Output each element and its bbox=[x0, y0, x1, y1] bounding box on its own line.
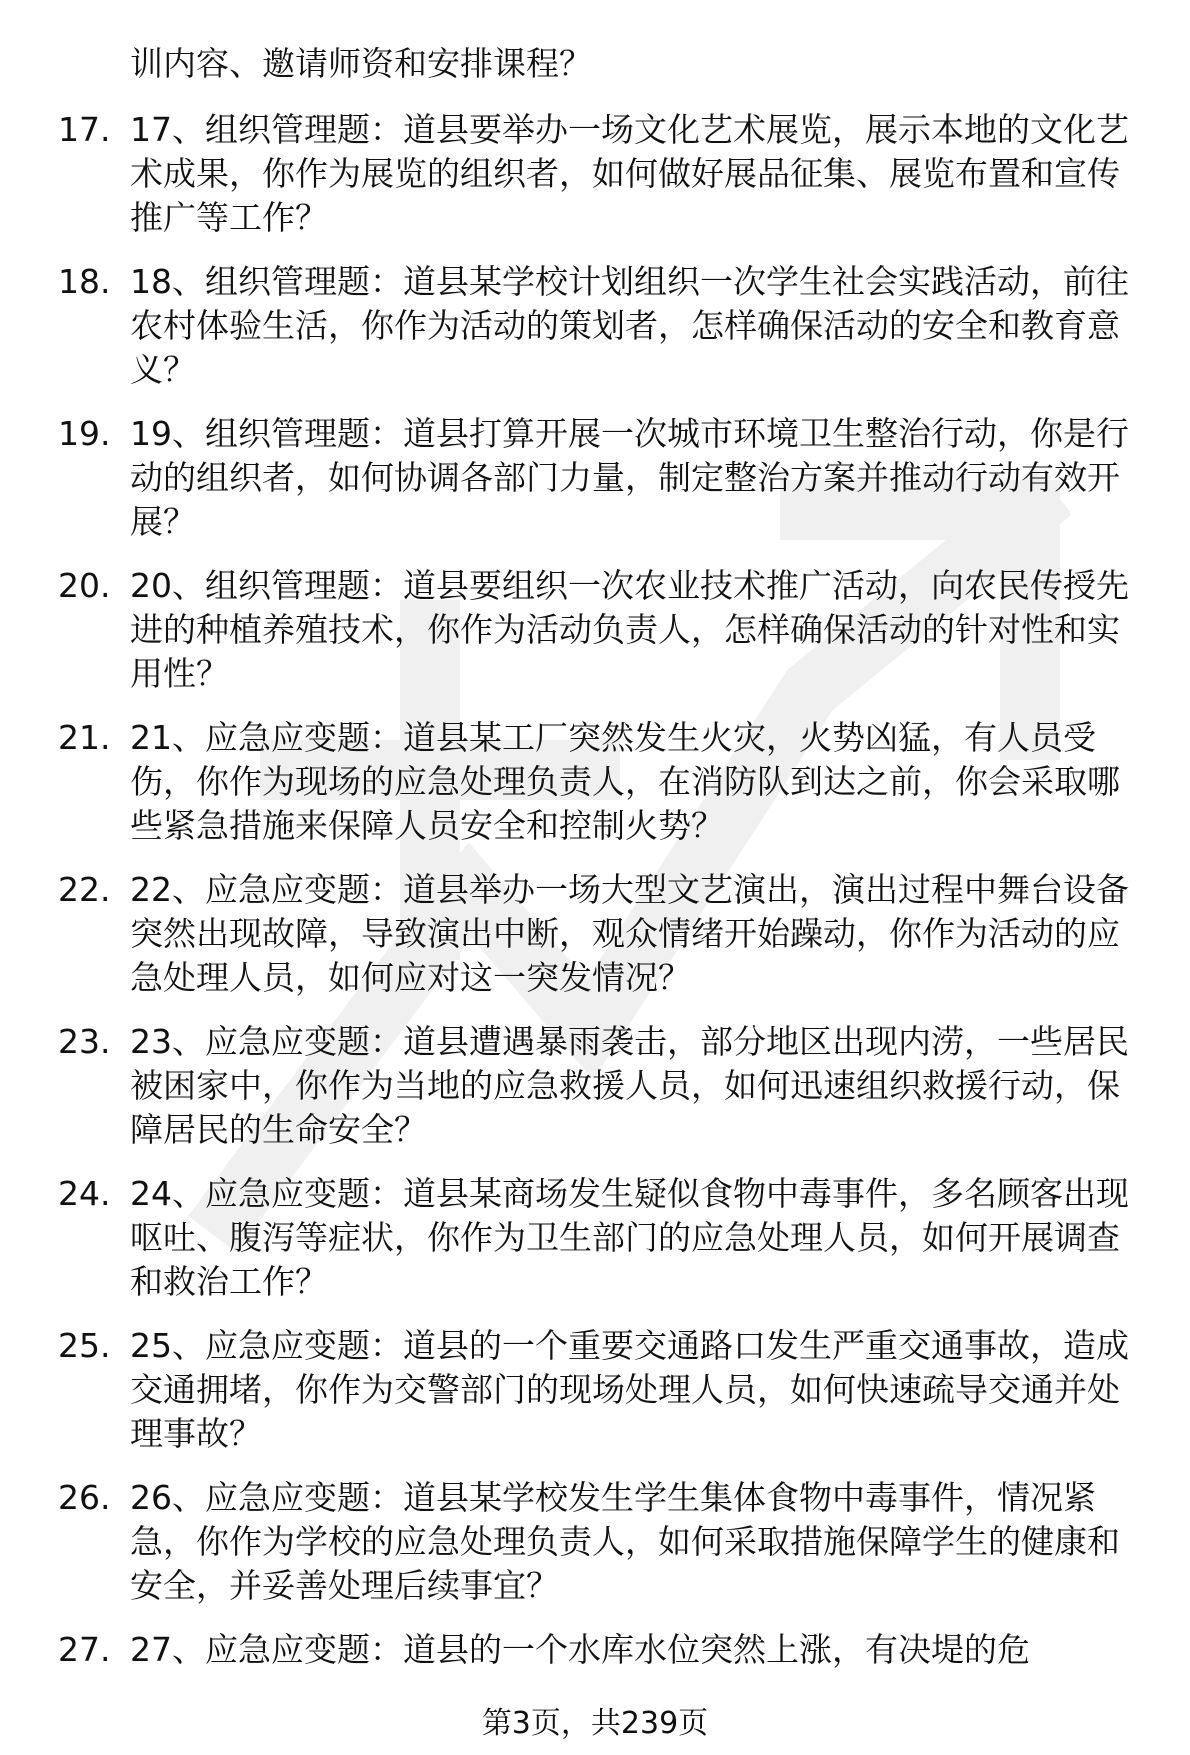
list-item bbox=[0, 868, 1150, 1000]
list-item bbox=[0, 1476, 1150, 1608]
list-number: 20. bbox=[58, 566, 111, 605]
question-text: 27、应急应变题：道县的一个水库水位突然上涨，有决堤的危 bbox=[130, 1630, 1030, 1669]
question-text: 22、应急应变题：道县举办一场大型文艺演出，演出过程中舞台设备突然出现故障，导致演出中断，观众情绪开始躁动，你作为活动的应急处理人员，如何应对这一突发情况？ bbox=[130, 870, 1129, 997]
list-number: 17. bbox=[58, 110, 111, 149]
list-item bbox=[0, 564, 1150, 696]
question-list bbox=[0, 108, 1190, 1692]
list-number: 22. bbox=[58, 870, 111, 909]
question-text: 17、组织管理题：道县要举办一场文化艺术展览，展示本地的文化艺术成果，你作为展览的组织者，如何做好展品征集、展览布置和宣传推广等工作？ bbox=[130, 110, 1129, 237]
question-text: 21、应急应变题：道县某工厂突然发生火灾，火势凶猛，有人员受伤，你作为现场的应急处理负责人，在消防队到达之前，你会采取哪些紧急措施来保障人员安全和控制火势？ bbox=[130, 718, 1120, 845]
list-number: 18. bbox=[58, 262, 111, 301]
list-number: 24. bbox=[58, 1174, 111, 1213]
list-item bbox=[0, 1324, 1150, 1456]
question-text: 26、应急应变题：道县某学校发生学生集体食物中毒事件，情况紧急，你作为学校的应急处理负责人，如何采取措施保障学生的健康和安全，并妥善处理后续事宜？ bbox=[130, 1478, 1120, 1605]
list-number: 26. bbox=[58, 1478, 111, 1517]
question-text: 19、组织管理题：道县打算开展一次城市环境卫生整治行动，你是行动的组织者，如何协调各部门力量，制定整治方案并推动行动有效开展？ bbox=[130, 414, 1129, 541]
question-text: 20、组织管理题：道县要组织一次农业技术推广活动，向农民传授先进的种植养殖技术，你作为活动负责人，怎样确保活动的针对性和实用性？ bbox=[130, 566, 1129, 693]
list-number: 25. bbox=[58, 1326, 111, 1365]
question-text: 25、应急应变题：道县的一个重要交通路口发生严重交通事故，造成交通拥堵，你作为交警部门的现场处理人员，如何快速疏导交通并处理事故？ bbox=[130, 1326, 1129, 1453]
question-text: 18、组织管理题：道县某学校计划组织一次学生社会实践活动，前往农村体验生活，你作为活动的策划者，怎样确保活动的安全和教育意义？ bbox=[130, 262, 1129, 389]
list-item bbox=[0, 412, 1150, 544]
list-item bbox=[0, 260, 1150, 392]
list-item bbox=[0, 1020, 1150, 1152]
list-item bbox=[0, 1172, 1150, 1304]
question-text: 24、应急应变题：道县某商场发生疑似食物中毒事件，多名顾客出现呕吐、腹泻等症状，你作为卫生部门的应急处理人员，如何开展调查和救治工作？ bbox=[130, 1174, 1129, 1301]
list-number: 21. bbox=[58, 718, 111, 757]
list-item bbox=[0, 1628, 1150, 1672]
list-number: 27. bbox=[58, 1630, 111, 1669]
list-number: 23. bbox=[58, 1022, 111, 1061]
list-item bbox=[0, 108, 1150, 240]
question-text: 23、应急应变题：道县遭遇暴雨袭击，部分地区出现内涝，一些居民被困家中，你作为当地的应急救援人员，如何迅速组织救援行动，保障居民的生命安全？ bbox=[130, 1022, 1129, 1149]
page-footer: 第3页，共239页 bbox=[481, 1706, 709, 1741]
list-number: 19. bbox=[58, 414, 111, 453]
continuation-text: 训内容、邀请师资和安排课程？ bbox=[130, 44, 592, 83]
list-item bbox=[0, 716, 1150, 848]
